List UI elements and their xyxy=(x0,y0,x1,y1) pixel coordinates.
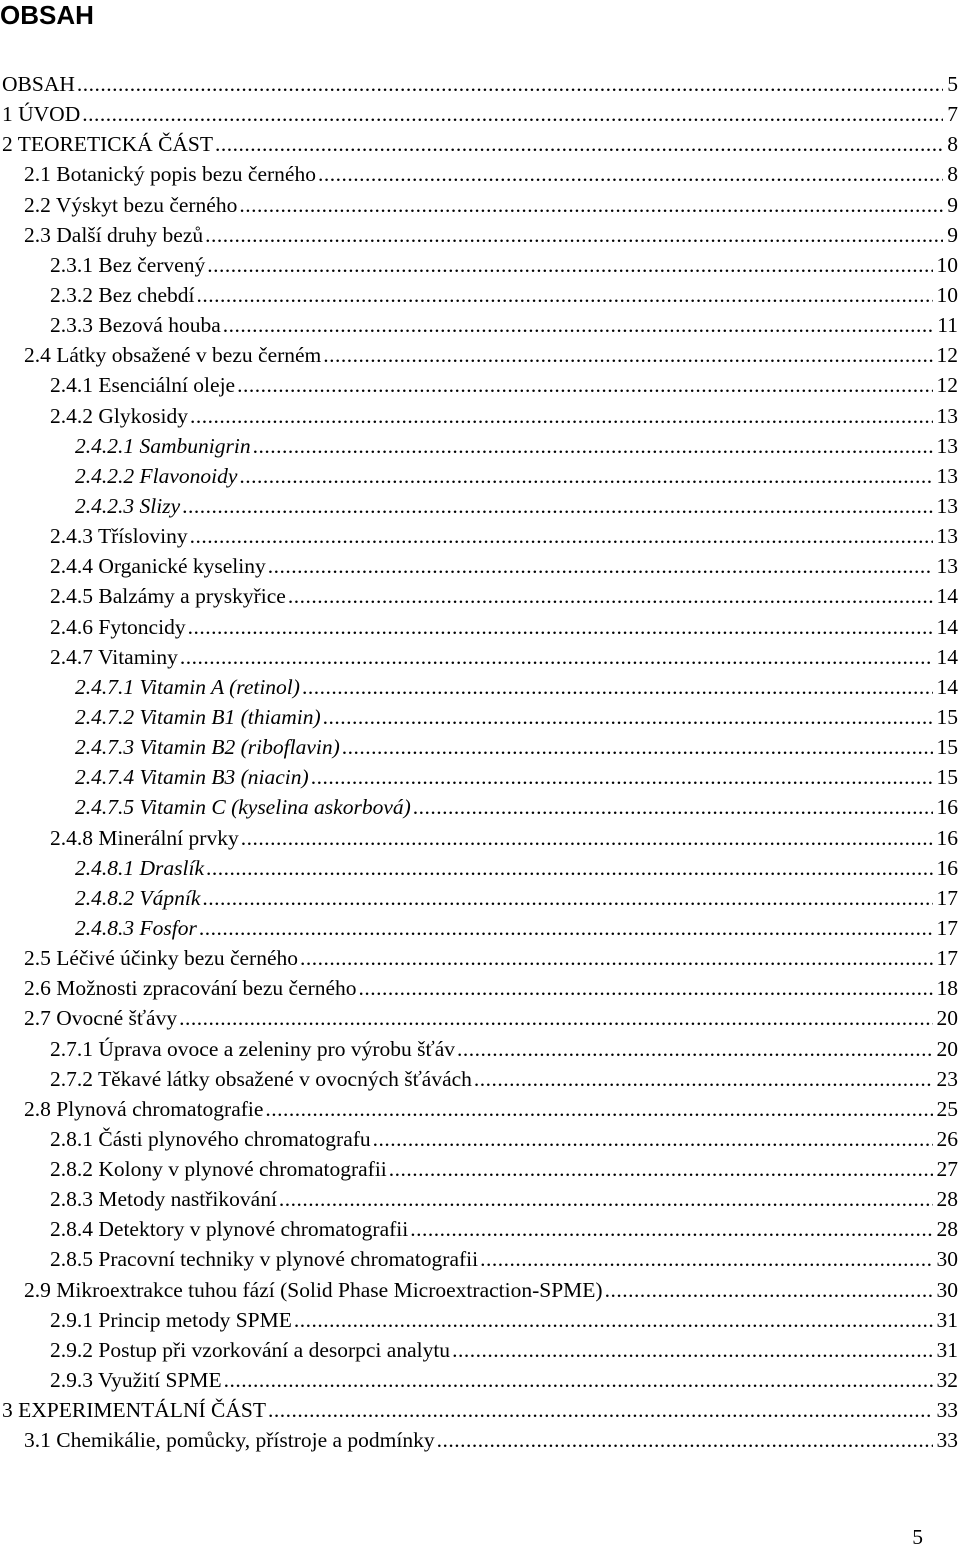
dot-leader xyxy=(223,310,934,340)
toc-entry[interactable] xyxy=(0,1034,960,1064)
toc-entry-title: 2.4.7.2 Vitamin B1 (thiamin) xyxy=(75,704,321,729)
toc-entry-page-number: 33 xyxy=(936,1398,958,1423)
toc-entry-line xyxy=(50,310,960,340)
toc-entry-title: 2.8.3 Metody nastřikování xyxy=(50,1187,277,1212)
dot-leader xyxy=(224,1365,933,1395)
dot-leader xyxy=(288,581,933,611)
dot-leader xyxy=(207,250,932,280)
toc-entry-title: 2.4.7.5 Vitamin C (kyselina askorbová) xyxy=(75,795,411,820)
toc-entry[interactable] xyxy=(0,672,960,702)
toc-entry-page-number: 15 xyxy=(936,735,958,760)
toc-entry-page-number: 28 xyxy=(936,1217,958,1242)
dot-leader xyxy=(253,431,933,461)
dot-leader xyxy=(182,491,932,521)
toc-entry[interactable] xyxy=(0,340,960,370)
toc-entry-line xyxy=(50,370,960,400)
toc-entry-line xyxy=(50,551,960,581)
dot-leader xyxy=(318,159,943,189)
toc-entry[interactable] xyxy=(0,1395,960,1425)
toc-entry-line xyxy=(75,732,960,762)
toc-entry[interactable] xyxy=(0,1154,960,1184)
toc-entry-page-number: 16 xyxy=(936,825,958,850)
toc-entry-page-number: 17 xyxy=(936,946,958,971)
page-number: 5 xyxy=(912,1525,923,1549)
toc-entry-title: 2.9.2 Postup při vzorkování a desorpci analytu xyxy=(50,1337,451,1362)
dot-leader xyxy=(239,461,932,491)
toc-entry-title: 2.5 Léčivé účinky bezu černého xyxy=(24,946,298,971)
dot-leader xyxy=(410,1214,932,1244)
dot-leader xyxy=(480,1244,932,1274)
toc-entry-line xyxy=(75,853,960,883)
dot-leader xyxy=(265,1094,932,1124)
toc-entry-title: 2.2 Výskyt bezu černého xyxy=(24,192,238,217)
toc-entry-line xyxy=(50,1064,960,1094)
toc-entry-title: 2.3.2 Bez chebdí xyxy=(50,282,195,307)
toc-entry-title: 2.4.8.3 Fosfor xyxy=(75,915,197,940)
toc-entry-title: 2.6 Možnosti zpracování bezu černého xyxy=(24,976,357,1001)
toc-entry[interactable] xyxy=(0,1184,960,1214)
toc-entry-page-number: 13 xyxy=(936,493,958,518)
toc-entry[interactable] xyxy=(0,1064,960,1094)
toc-entry-title: 2.7.1 Úprava ovoce a zeleniny pro výrobu šťáv xyxy=(50,1036,456,1061)
toc-entry[interactable] xyxy=(0,159,960,189)
toc-entry-title: 2.4.8 Minerální prvky xyxy=(50,825,239,850)
toc-entry-title: 2.4.2.3 Slizy xyxy=(75,493,181,518)
toc-entry-line xyxy=(75,883,960,913)
toc-entry-title: 2.4.2 Glykosidy xyxy=(50,403,188,428)
dot-leader xyxy=(179,1003,932,1033)
toc-entry-page-number: 7 xyxy=(947,102,958,127)
toc-entry-line xyxy=(50,1305,960,1335)
dot-leader xyxy=(188,612,933,642)
dot-leader xyxy=(323,702,933,732)
toc-entry-page-number: 9 xyxy=(947,192,958,217)
toc-entry[interactable] xyxy=(0,581,960,611)
toc-entry[interactable] xyxy=(0,612,960,642)
toc-entry-line xyxy=(50,581,960,611)
toc-entry-page-number: 17 xyxy=(936,915,958,940)
toc-entry[interactable] xyxy=(0,1214,960,1244)
toc-entry-line xyxy=(24,973,960,1003)
toc-entry-title: 2.4.7.4 Vitamin B3 (niacin) xyxy=(75,765,309,790)
toc-entry-page-number: 16 xyxy=(936,795,958,820)
toc-entry-line xyxy=(50,1034,960,1064)
toc-entry-line xyxy=(50,280,960,310)
toc-entry[interactable] xyxy=(0,521,960,551)
toc-entry-page-number: 13 xyxy=(936,403,958,428)
dot-leader xyxy=(241,823,933,853)
toc-entry-page-number: 8 xyxy=(947,162,958,187)
toc-entry-title: 2.8.1 Části plynového chromatografu xyxy=(50,1126,371,1151)
toc-entry-title: 2.4.6 Fytoncidy xyxy=(50,614,186,639)
toc-entry-line xyxy=(75,792,960,822)
toc-entry-title: 2.9.1 Princip metody SPME xyxy=(50,1307,292,1332)
toc-entry-line xyxy=(2,129,960,159)
toc-entry-page-number: 5 xyxy=(947,72,958,96)
toc-entry[interactable] xyxy=(0,401,960,431)
toc-entry[interactable] xyxy=(0,792,960,822)
dot-leader xyxy=(197,280,933,310)
toc-entry[interactable] xyxy=(0,461,960,491)
toc-entry-line xyxy=(75,431,960,461)
toc-entry-title: 2.3.3 Bezová houba xyxy=(50,313,221,338)
toc-entry[interactable] xyxy=(0,69,960,99)
toc-entry-title: 3.1 Chemikálie, pomůcky, přístroje a podmínky xyxy=(24,1428,435,1453)
toc-entry-line xyxy=(50,823,960,853)
toc-entry-title: 2.4.8.2 Vápník xyxy=(75,885,201,910)
toc-entry[interactable] xyxy=(0,1124,960,1154)
dot-leader xyxy=(279,1184,933,1214)
toc-entry-title: 2.1 Botanický popis bezu černého xyxy=(24,162,316,187)
toc-entry-line xyxy=(50,1184,960,1214)
toc-entry-page-number: 14 xyxy=(936,584,958,609)
toc-entry-page-number: 27 xyxy=(936,1157,958,1182)
toc-entry-line xyxy=(75,491,960,521)
toc-entry-page-number: 30 xyxy=(936,1277,958,1302)
toc-entry-line xyxy=(50,1154,960,1184)
toc-entry[interactable] xyxy=(0,310,960,340)
dot-leader xyxy=(205,220,943,250)
dot-leader xyxy=(190,521,933,551)
dot-leader xyxy=(190,401,933,431)
toc-entry-title: 3 EXPERIMENTÁLNÍ ČÁST xyxy=(2,1398,266,1423)
toc-entry-line xyxy=(2,99,960,129)
toc-entry-page-number: 15 xyxy=(936,704,958,729)
toc-entry-line xyxy=(50,642,960,672)
dot-leader xyxy=(268,1395,933,1425)
toc-entry-page-number: 12 xyxy=(936,343,958,368)
toc-entry[interactable] xyxy=(0,280,960,310)
toc-entry-page-number: 16 xyxy=(936,855,958,880)
toc-entry-page-number: 33 xyxy=(936,1428,958,1453)
dot-leader xyxy=(206,853,933,883)
dot-leader xyxy=(474,1064,933,1094)
toc-entry-line xyxy=(24,1425,960,1455)
toc-entry-page-number: 10 xyxy=(936,252,958,277)
dot-leader xyxy=(77,69,943,99)
table-of-contents xyxy=(0,69,960,1455)
toc-entry-title: 2.4.7.1 Vitamin A (retinol) xyxy=(75,674,300,699)
toc-entry-title: 2.7.2 Těkavé látky obsažené v ovocných šťávách xyxy=(50,1066,472,1091)
toc-entry[interactable] xyxy=(0,250,960,280)
toc-entry[interactable] xyxy=(0,762,960,792)
toc-entry-page-number: 32 xyxy=(936,1368,958,1393)
toc-entry[interactable] xyxy=(0,1425,960,1455)
toc-entry-page-number: 13 xyxy=(936,433,958,458)
toc-entry-page-number: 9 xyxy=(947,222,958,247)
toc-entry-title: 2.4.8.1 Draslík xyxy=(75,855,204,880)
toc-entry-line xyxy=(24,220,960,250)
toc-entry-title: 2.4.1 Esenciální oleje xyxy=(50,373,236,398)
toc-entry-title: 2.8.4 Detektory v plynové chromatografii xyxy=(50,1217,409,1242)
dot-leader xyxy=(389,1154,933,1184)
toc-entry-title: 2.7 Ovocné šťávy xyxy=(24,1006,178,1031)
toc-entry-page-number: 20 xyxy=(936,1036,958,1061)
toc-entry-title: 2.3 Další druhy bezů xyxy=(24,222,204,247)
toc-entry-line xyxy=(75,672,960,702)
dot-leader xyxy=(268,551,933,581)
toc-entry-title: 2.4.7 Vitaminy xyxy=(50,644,178,669)
dot-leader xyxy=(437,1425,933,1455)
toc-entry-line xyxy=(50,1335,960,1365)
toc-entry-page-number: 23 xyxy=(936,1066,958,1091)
toc-entry-title: 1 ÚVOD xyxy=(2,102,81,127)
toc-entry-page-number: 18 xyxy=(936,976,958,1001)
toc-entry[interactable] xyxy=(0,431,960,461)
dot-leader xyxy=(342,732,933,762)
toc-entry[interactable] xyxy=(0,1365,960,1395)
toc-entry-page-number: 14 xyxy=(936,614,958,639)
toc-entry-line xyxy=(50,1214,960,1244)
toc-entry-line xyxy=(24,159,960,189)
toc-entry[interactable] xyxy=(0,370,960,400)
toc-entry-page-number: 26 xyxy=(936,1126,958,1151)
dot-leader xyxy=(237,370,932,400)
toc-entry-page-number: 13 xyxy=(936,463,958,488)
dot-leader xyxy=(457,1034,932,1064)
toc-entry[interactable] xyxy=(0,190,960,220)
toc-entry-title: 2.4.7.3 Vitamin B2 (riboflavin) xyxy=(75,735,340,760)
toc-entry-title: 2.8.2 Kolony v plynové chromatografii xyxy=(50,1157,387,1182)
toc-entry-line xyxy=(50,1124,960,1154)
dot-leader xyxy=(413,792,933,822)
toc-entry-title: 2.4.3 Třísloviny xyxy=(50,524,188,549)
toc-entry-line xyxy=(50,401,960,431)
dot-leader xyxy=(215,129,943,159)
toc-entry-page-number: 25 xyxy=(936,1096,958,1121)
toc-entry[interactable] xyxy=(0,732,960,762)
toc-entry-title: 2.3.1 Bez červený xyxy=(50,252,206,277)
toc-entry[interactable] xyxy=(0,1275,960,1305)
toc-entry-title: 2.9 Mikroextrakce tuhou fází (Solid Phase Microextraction-SPME) xyxy=(24,1277,603,1302)
toc-entry[interactable] xyxy=(0,1003,960,1033)
toc-entry[interactable] xyxy=(0,551,960,581)
dot-leader xyxy=(180,642,933,672)
toc-entry-title: 2.4 Látky obsažené v bezu černém xyxy=(24,343,322,368)
dot-leader xyxy=(239,190,943,220)
toc-entry[interactable] xyxy=(0,913,960,943)
toc-entry-title: 2.9.3 Využití SPME xyxy=(50,1368,222,1393)
toc-entry[interactable] xyxy=(0,823,960,853)
toc-entry-page-number: 17 xyxy=(936,885,958,910)
toc-entry-line xyxy=(24,1275,960,1305)
toc-entry-line xyxy=(75,913,960,943)
toc-entry-line xyxy=(24,1003,960,1033)
toc-entry-page-number: 20 xyxy=(936,1006,958,1031)
dot-leader xyxy=(359,973,933,1003)
toc-entry[interactable] xyxy=(0,491,960,521)
toc-entry-line xyxy=(75,762,960,792)
toc-entry[interactable] xyxy=(0,853,960,883)
toc-entry[interactable] xyxy=(0,99,960,129)
toc-entry-title: 2.8 Plynová chromatografie xyxy=(24,1096,264,1121)
toc-entry-title: 2.4.2.1 Sambunigrin xyxy=(75,433,251,458)
toc-entry-line xyxy=(24,190,960,220)
dot-leader xyxy=(311,762,933,792)
toc-entry[interactable] xyxy=(0,702,960,732)
toc-entry[interactable] xyxy=(0,129,960,159)
toc-entry-title: 2 TEORETICKÁ ČÁST xyxy=(2,132,214,157)
toc-entry-line xyxy=(2,69,960,99)
toc-entry-line xyxy=(50,521,960,551)
toc-entry-line xyxy=(24,943,960,973)
toc-entry[interactable] xyxy=(0,1244,960,1274)
toc-entry-page-number: 10 xyxy=(936,282,958,307)
toc-entry[interactable] xyxy=(0,883,960,913)
toc-entry-line xyxy=(50,1365,960,1395)
dot-leader xyxy=(605,1275,933,1305)
dot-leader xyxy=(294,1305,933,1335)
dot-leader xyxy=(373,1124,933,1154)
toc-entry-line xyxy=(24,340,960,370)
dot-leader xyxy=(452,1335,932,1365)
toc-entry[interactable] xyxy=(0,1094,960,1124)
dot-leader xyxy=(82,99,943,129)
toc-entry-line xyxy=(75,461,960,491)
toc-entry-page-number: 11 xyxy=(937,313,958,338)
toc-entry-line xyxy=(24,1094,960,1124)
toc-entry-page-number: 30 xyxy=(936,1247,958,1272)
dot-leader xyxy=(323,340,932,370)
toc-entry-line xyxy=(50,612,960,642)
toc-entry-page-number: 8 xyxy=(947,132,958,157)
dot-leader xyxy=(202,883,932,913)
toc-entry[interactable] xyxy=(0,1305,960,1335)
toc-entry-page-number: 31 xyxy=(936,1307,958,1332)
toc-entry[interactable] xyxy=(0,220,960,250)
dot-leader xyxy=(199,913,933,943)
toc-entry-page-number: 31 xyxy=(936,1337,958,1362)
toc-entry-title: OBSAH xyxy=(2,72,75,96)
toc-entry-page-number: 28 xyxy=(936,1187,958,1212)
toc-entry-title: 2.4.2.2 Flavonoidy xyxy=(75,463,238,488)
page-title: OBSAH xyxy=(0,0,94,30)
toc-entry[interactable] xyxy=(0,1335,960,1365)
toc-entry[interactable] xyxy=(0,943,960,973)
toc-entry[interactable] xyxy=(0,642,960,672)
dot-leader xyxy=(300,943,933,973)
toc-entry-page-number: 13 xyxy=(936,524,958,549)
toc-entry-title: 2.4.4 Organické kyseliny xyxy=(50,554,266,579)
toc-entry-line xyxy=(75,702,960,732)
toc-entry-line xyxy=(50,250,960,280)
toc-entry-page-number: 12 xyxy=(936,373,958,398)
toc-entry[interactable] xyxy=(0,973,960,1003)
toc-entry-title: 2.4.5 Balzámy a pryskyřice xyxy=(50,584,286,609)
toc-entry-line xyxy=(50,1244,960,1274)
toc-entry-page-number: 14 xyxy=(936,674,958,699)
toc-entry-line xyxy=(2,1395,960,1425)
toc-entry-page-number: 13 xyxy=(936,554,958,579)
toc-entry-page-number: 14 xyxy=(936,644,958,669)
toc-entry-page-number: 15 xyxy=(936,765,958,790)
dot-leader xyxy=(302,672,933,702)
toc-entry-title: 2.8.5 Pracovní techniky v plynové chromatografii xyxy=(50,1247,479,1272)
